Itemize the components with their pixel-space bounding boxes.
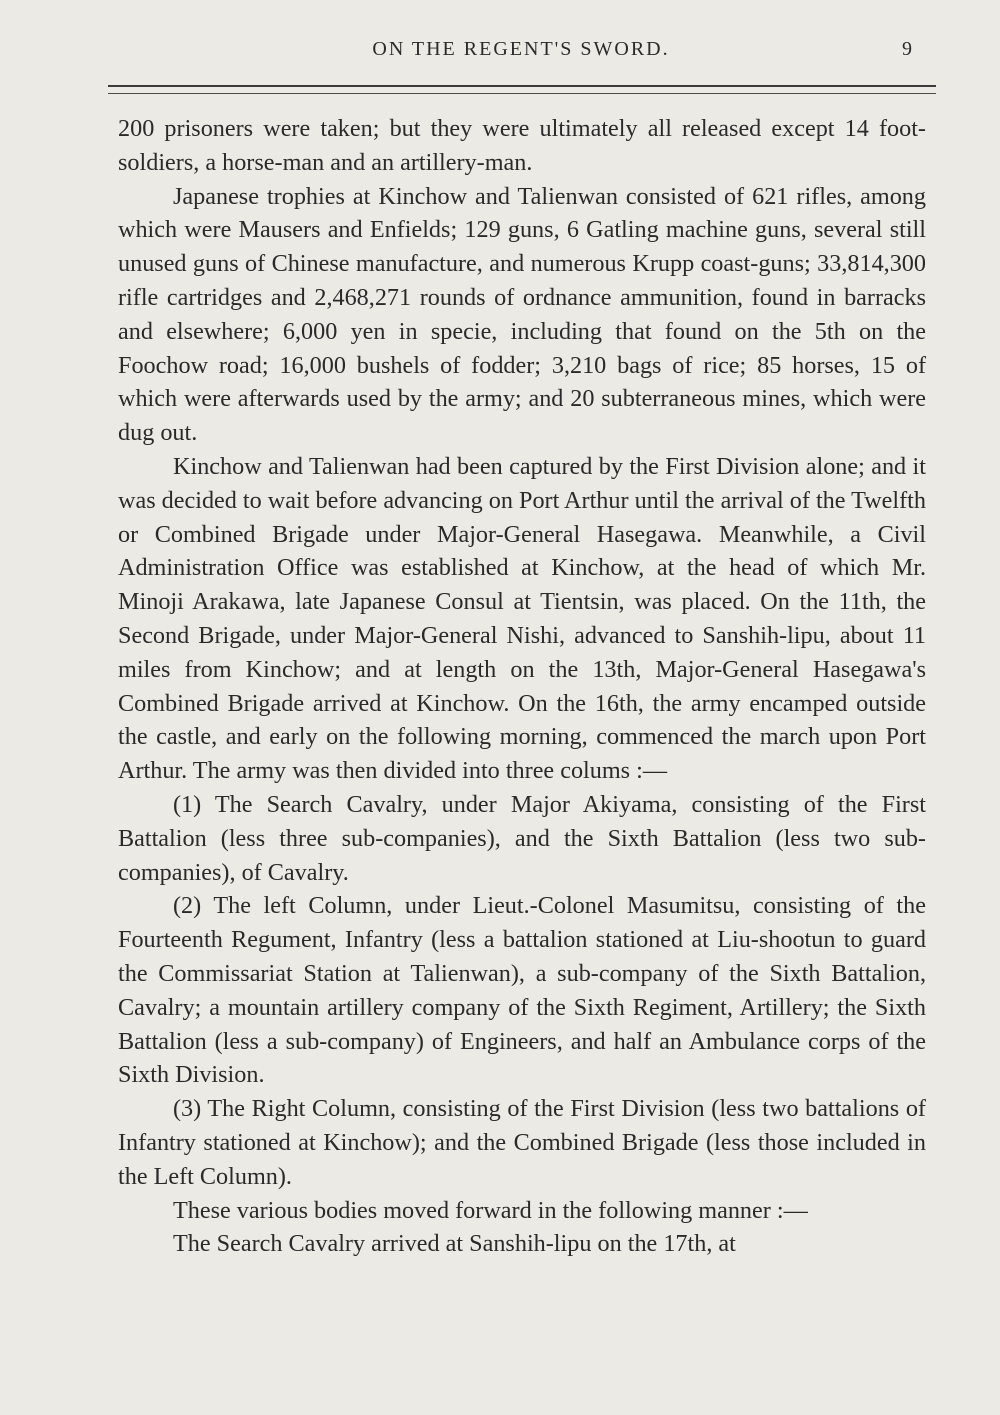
paragraph-continuation: 200 prisoners were taken; but they were ultimately all released except 14 foot-soldiers, a horse-man and an artillery-man.	[118, 115, 926, 176]
paragraph-trophies: Japanese trophies at Kinchow and Talienwan consisted of 621 rifles, among which were Mausers and Enfields; 129 guns, 6 Gatling machine guns, several still unused guns of Chinese manufacture, and numerous Krupp coast-guns; 33,814,300 rifle cartridges and 2,468,271 rounds of ordnance ammunition, found in barracks and elsewhere; 6,000 yen in specie, including that found on the 5th on the Foochow road; 16,000 bushels of fodder; 3,210 bags of rice; 85 horses, 15 of which were afterwards used by the army; and 20 subterraneous mines, which were dug out.	[118, 182, 926, 447]
list-item-left-column: (2) The left Column, under Lieut.-Colonel Masumitsu, consisting of the Fourteenth Regument, Infantry (less a battalion stationed at Liu-shootun to guard the Commissariat Station at Talienwan), a sub-company of the Sixth Battalion, Cavalry; a mountain artillery company of the Sixth Regiment, Artillery; the Sixth Battalion (less a sub-company) of Engineers, and half an Ambulance corps of the Sixth Division.	[118, 892, 926, 1089]
list-item-search-cavalry: (1) The Search Cavalry, under Major Akiyama, consisting of the First Battalion (less three sub-companies), and the Sixth Battalion (less two sub-companies), of Cavalry.	[118, 790, 926, 886]
paragraph-advance: Kinchow and Talienwan had been captured by the First Division alone; and it was decided to wait before advancing on Port Arthur until the arrival of the Twelfth or Combined Brigade under Major-General Hasegawa. Meanwhile, a Civil Administration Office was established at Kinchow, at the head of which Mr. Minoji Arakawa, late Japanese Consul at Tientsin, was placed. On the 11th, the Second Brigade, under Major-General Nishi, advanced to Sanshih-lipu, about 11 miles from Kinchow; and at length on the 13th, Major-General Hasegawa's Combined Brigade arrived at Kinchow. On the 16th, the army encamped outside the castle, and early on the following morning, commenced the march upon Port Arthur. The army was then divided into three colums :—	[118, 452, 926, 785]
running-header	[108, 34, 934, 64]
paragraph-movement: These various bodies moved forward in the following manner :—	[173, 1196, 808, 1224]
page-number: 9	[902, 38, 912, 60]
paragraph-search-cavalry-arrival: The Search Cavalry arrived at Sanshih-lipu on the 17th, at	[173, 1230, 736, 1258]
header-rule-thin	[108, 93, 936, 94]
header-rule-thick	[108, 85, 936, 87]
body-text	[118, 112, 926, 1261]
running-title: ON THE REGENT'S SWORD.	[372, 38, 670, 60]
list-item-right-column: (3) The Right Column, consisting of the First Division (less two battalions of Infantry stationed at Kinchow); and the Combined Brigade (less those included in the Left Column).	[118, 1095, 926, 1190]
